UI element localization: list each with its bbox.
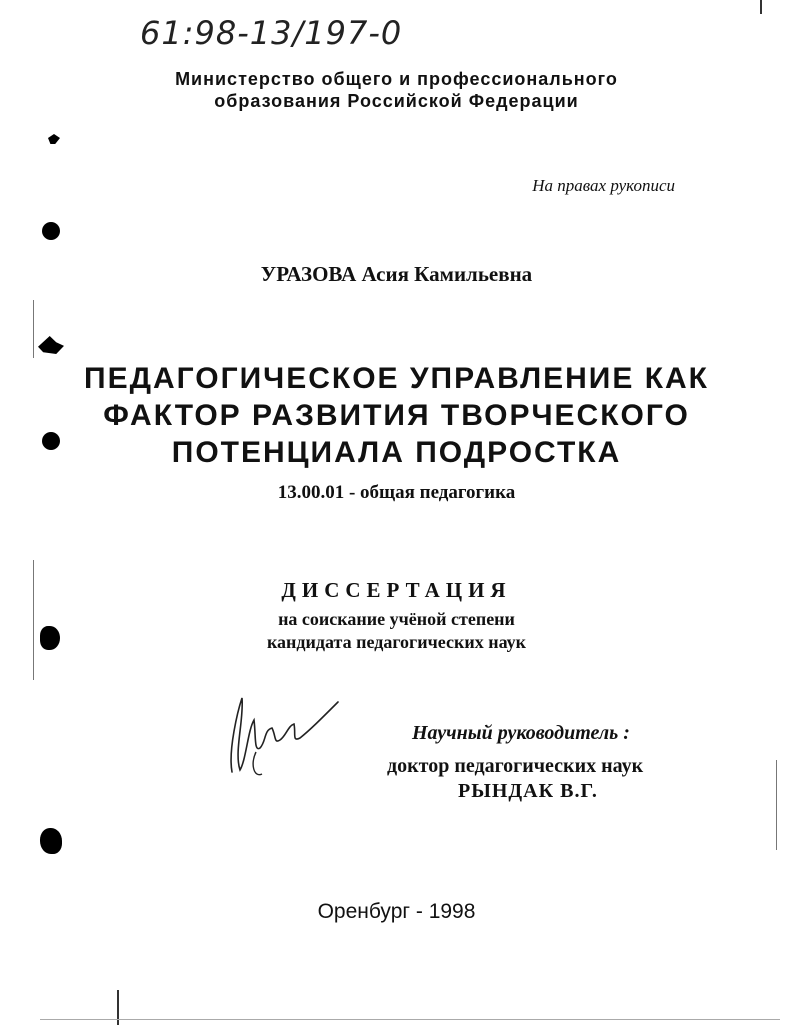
specialty-code: 13.00.01 - общая педагогика (277, 482, 516, 503)
scan-bottom-edge (40, 1019, 780, 1020)
scan-edge-line (776, 760, 777, 850)
degree-line-1: на соискание учёной степени (278, 609, 515, 629)
binding-mark (40, 626, 60, 650)
dissertation-title (0, 360, 793, 471)
dissertation-heading: ДИССЕРТАЦИЯ (281, 578, 512, 602)
author-name: УРАЗОВА Асия Камильевна (260, 262, 533, 286)
advisor-name: РЫНДАК В.Г. (458, 780, 598, 802)
scan-edge-line (760, 0, 762, 14)
advisor-label: Научный руководитель : (412, 722, 630, 744)
title-line-3: ПОТЕНЦИАЛА ПОДРОСТКА (171, 436, 622, 469)
ministry-header (0, 68, 793, 112)
degree-statement (0, 608, 793, 654)
binding-mark (38, 336, 64, 354)
scan-edge-line (33, 300, 34, 358)
rights-note: На правах рукописи (532, 176, 675, 195)
scan-edge-line (33, 560, 34, 680)
archive-code: 61:98-13/197-0 (140, 14, 403, 52)
binding-mark (48, 134, 60, 144)
city-year: Оренбург - 1998 (317, 900, 476, 923)
degree-line-2: кандидата педагогических наук (266, 632, 527, 652)
binding-mark (40, 828, 62, 854)
punch-hole-mark (42, 432, 60, 450)
advisor-title: доктор педагогических наук (387, 755, 644, 777)
title-line-1: ПЕДАГОГИЧЕСКОЕ УПРАВЛЕНИЕ КАК (84, 362, 709, 395)
punch-hole-mark (42, 222, 60, 240)
title-line-2: ФАКТОР РАЗВИТИЯ ТВОРЧЕСКОГО (103, 399, 690, 432)
author-signature (220, 690, 350, 785)
ministry-line-1: Министерство общего и профессионального (175, 69, 618, 89)
ministry-line-2: образования Российской Федерации (214, 91, 579, 111)
